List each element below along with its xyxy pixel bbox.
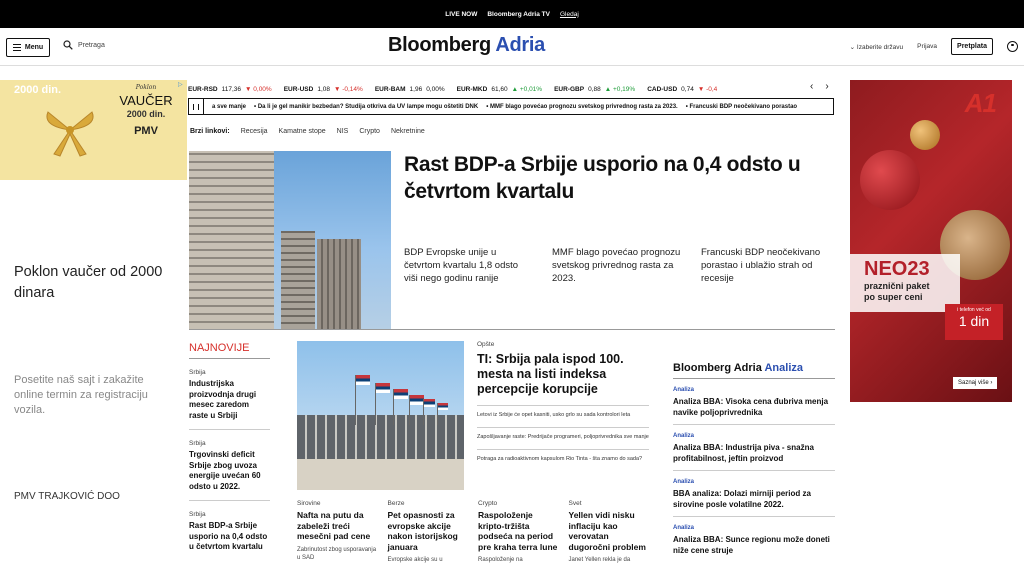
ad-voucher-label: VAUČER bbox=[119, 93, 173, 108]
ticker-value: 117,36 bbox=[221, 85, 242, 93]
news-strip-item[interactable]: • Francuski BDP neočekivano porastao bbox=[685, 103, 798, 110]
list-item[interactable] bbox=[189, 359, 270, 430]
hero-image[interactable] bbox=[189, 151, 391, 329]
featured-category: Opšte bbox=[477, 341, 495, 348]
analysis-tag: Analiza bbox=[673, 479, 695, 485]
site-header bbox=[0, 28, 1024, 66]
hamburger-icon bbox=[13, 44, 21, 51]
ad-description: Posetite naš sajt i zakažite online termin za registraciju vozila. bbox=[14, 374, 148, 416]
related-link[interactable]: Zapošljavanje raste: Predrijače programeri, poljoprivrednika sve manje bbox=[477, 427, 649, 441]
analysis-tag: Analiza bbox=[673, 433, 695, 439]
ad-left[interactable] bbox=[0, 80, 187, 578]
pause-icon[interactable] bbox=[189, 99, 204, 114]
ad-logo: A1 bbox=[964, 88, 996, 118]
hero-subnews[interactable]: MMF blago povećao prognozu svetskog privrednog rasta za 2023. bbox=[552, 247, 681, 284]
quick-link[interactable]: Crypto bbox=[359, 128, 380, 135]
badge-big: 1 din bbox=[958, 313, 990, 329]
divider bbox=[189, 329, 835, 330]
card-title[interactable]: Raspoloženje kripto-tržišta podseća na period pre kraha terra lune bbox=[478, 510, 558, 552]
ad-brand: PMV bbox=[134, 125, 158, 137]
ticker-change: 0,00% bbox=[426, 85, 445, 93]
market-ticker bbox=[188, 80, 834, 98]
ticker-change: ▼ -0,4 bbox=[697, 85, 718, 93]
analysis-accent: Analiza bbox=[764, 362, 803, 374]
ad-price-badge bbox=[945, 304, 1003, 340]
ad-voucher-card bbox=[108, 84, 184, 137]
news-strip bbox=[188, 98, 834, 115]
ad-price: 2000 din. bbox=[14, 84, 62, 96]
analysis-title[interactable]: Analiza BBA: Visoka cena đubriva menja navike poljoprivrednika bbox=[673, 397, 829, 417]
ticker-change: ▼ 0,00% bbox=[245, 85, 272, 93]
related-link[interactable]: Letovi iz Srbije će opet kasniti, usko grlo su sada kontrolori leta bbox=[477, 405, 649, 419]
ad-company: PMV TRAJKOVIĆ DOO bbox=[14, 491, 120, 502]
ad-info-icon[interactable]: ▷ bbox=[178, 82, 183, 88]
quick-link[interactable]: Nekretnine bbox=[390, 128, 425, 135]
article-card[interactable] bbox=[297, 500, 378, 564]
article-card[interactable] bbox=[569, 500, 650, 564]
list-item[interactable] bbox=[189, 430, 270, 501]
channel-name: Bloomberg Adria TV bbox=[487, 10, 550, 18]
analysis-section bbox=[673, 362, 835, 562]
item-category: Srbija bbox=[189, 440, 206, 447]
hero-subnews[interactable]: BDP Evropske unije u četvrtom kvartalu 1,8 odsto viši nego godinu ranije bbox=[404, 247, 519, 284]
ad-offer bbox=[850, 254, 960, 312]
ad-title: Poklon vaučer od 2000 dinara bbox=[14, 264, 163, 301]
card-title[interactable]: Nafta na putu da zabeleži treći mesečni pad cene bbox=[297, 510, 371, 541]
quick-links bbox=[190, 128, 425, 135]
ad-voucher-banner[interactable] bbox=[0, 80, 187, 180]
list-item[interactable] bbox=[189, 501, 270, 561]
ticker-change: ▼ -0,14% bbox=[333, 85, 363, 93]
ticker-symbol: EUR-RSD bbox=[188, 85, 218, 93]
related-link[interactable]: Potraga za radioaktivnom kapsulom Rio Tinta - šta znamo do sada? bbox=[477, 449, 649, 463]
news-strip-item[interactable]: • MMF blago povećao prognozu svetskog privrednog rasta za 2023. bbox=[486, 103, 678, 110]
ticker-change: ▲ +0,01% bbox=[511, 85, 543, 93]
menu-label: Menu bbox=[24, 44, 44, 51]
item-title[interactable]: Trgovinski deficit Srbije zbog uvoza energije uvećan 60 odsto u 2022. bbox=[189, 450, 261, 491]
ticker-change: ▲ +0,19% bbox=[604, 85, 636, 93]
card-category: Sirovine bbox=[297, 500, 321, 507]
ticker-value: 61,60 bbox=[491, 85, 508, 93]
quick-link[interactable]: NIS bbox=[336, 128, 349, 135]
news-strip-item[interactable]: a sve manje bbox=[212, 103, 247, 110]
badge-small: i telefon već od bbox=[957, 307, 991, 313]
card-title[interactable]: Pet opasnosti za evropske akcije nakon istorijskog januara bbox=[387, 510, 458, 552]
country-label: Izaberite državu bbox=[856, 43, 904, 51]
latest-header: NAJNOVIJE bbox=[189, 342, 270, 359]
gift-bow-icon bbox=[40, 102, 100, 158]
list-item[interactable] bbox=[673, 425, 835, 471]
quick-links-label: Brzi linkovi: bbox=[190, 128, 230, 135]
article-card[interactable] bbox=[388, 500, 469, 564]
logo-main: Bloomberg bbox=[388, 34, 491, 56]
ticker-item[interactable] bbox=[457, 86, 542, 93]
ad-amount: 2000 din. bbox=[126, 109, 166, 119]
chevron-left-icon[interactable]: ‹ bbox=[810, 81, 814, 92]
quick-link[interactable]: Kamatne stope bbox=[278, 128, 326, 135]
ticker-item[interactable] bbox=[284, 86, 363, 93]
ticker-item[interactable] bbox=[554, 86, 635, 93]
ad-offer-line: praznični paket bbox=[864, 281, 930, 291]
ticker-value: 0,74 bbox=[681, 85, 694, 93]
item-category: Srbija bbox=[189, 511, 206, 518]
card-snippet: Zabrinutost zbog usporavanja u SAD bbox=[297, 546, 377, 561]
article-card[interactable] bbox=[478, 500, 559, 564]
hero-headline[interactable]: Rast BDP-a Srbije usporio na 0,4 odsto u četvrtom kvartalu bbox=[404, 153, 801, 203]
list-item[interactable] bbox=[673, 471, 835, 517]
item-title[interactable]: Industrijska proizvodnja drugi mesec zaredom raste u Srbiji bbox=[189, 379, 257, 420]
search-link[interactable] bbox=[63, 40, 105, 50]
ticker-item[interactable] bbox=[188, 86, 272, 93]
ticker-value: 1,96 bbox=[409, 85, 423, 93]
user-icon[interactable] bbox=[1007, 41, 1018, 52]
ticker-symbol: EUR-GBP bbox=[554, 85, 585, 93]
card-category: Berze bbox=[387, 500, 405, 507]
ticker-value: 0,88 bbox=[588, 85, 601, 93]
card-snippet: Raspoloženje na bbox=[478, 557, 523, 563]
analysis-tag: Analiza bbox=[673, 387, 695, 393]
logo-accent: Adria bbox=[495, 34, 545, 56]
ticker-symbol: EUR-MKD bbox=[456, 85, 488, 93]
latest-news bbox=[189, 342, 270, 561]
ad-cta-button[interactable]: Saznaj više › bbox=[953, 377, 997, 389]
analysis-title[interactable]: Analiza BBA: Sunce regionu može doneti niže cene struje bbox=[673, 535, 830, 555]
search-label: Pretraga bbox=[78, 41, 105, 49]
ticker-value: 1,08 bbox=[317, 85, 330, 93]
item-title[interactable]: Rast BDP-a Srbije usporio na 0,4 odsto u četvrtom kvartalu bbox=[189, 521, 268, 551]
quick-link[interactable]: Recesija bbox=[240, 128, 268, 135]
analysis-header bbox=[673, 362, 835, 379]
ad-script: Poklon bbox=[135, 84, 157, 91]
search-icon bbox=[63, 40, 73, 50]
ticker-item[interactable] bbox=[375, 86, 445, 93]
featured-image[interactable] bbox=[297, 341, 464, 490]
ad-offer-title: NEO23 bbox=[864, 258, 930, 280]
top-bar bbox=[0, 0, 1024, 28]
analysis-title[interactable]: BBA analiza: Dolazi mirniji period za sirovine posle volatilne 2022. bbox=[673, 489, 811, 509]
analysis-title[interactable]: Analiza BBA: Industrija piva - snažna profitabilnost, jeftin proizvod bbox=[673, 443, 814, 463]
hero-subnews[interactable]: Francuski BDP neočekivano porastao i ublažio strah od recesije bbox=[701, 247, 821, 284]
card-snippet: Evropske akcije su u bbox=[387, 557, 443, 563]
login-link[interactable]: Prijava bbox=[917, 43, 938, 50]
live-label: LIVE NOW bbox=[445, 10, 478, 18]
card-title[interactable]: Yellen vidi nisku inflaciju kao verovatan dugoročni problem bbox=[568, 510, 646, 552]
ticker-symbol: EUR-BAM bbox=[374, 85, 406, 93]
list-item[interactable] bbox=[673, 379, 835, 425]
list-item[interactable] bbox=[673, 517, 835, 562]
watch-link[interactable]: Gledaj bbox=[559, 10, 579, 18]
news-strip-item[interactable]: • Da li je gel manikir bezbedan? Studija otkriva da UV lampe mogu oštetiti DNK bbox=[254, 103, 479, 110]
ticker-item[interactable] bbox=[647, 86, 717, 93]
header-actions bbox=[850, 38, 1018, 55]
featured-article bbox=[477, 341, 649, 463]
site-logo[interactable] bbox=[388, 34, 545, 57]
country-selector[interactable]: ⌄ Izaberite državu bbox=[849, 43, 904, 51]
ticker-symbol: EUR-USD bbox=[283, 85, 314, 93]
article-cards bbox=[297, 500, 649, 564]
ad-right[interactable] bbox=[850, 80, 1012, 402]
ad-offer-line: po super ceni bbox=[864, 292, 923, 302]
card-snippet: Janet Yellen rekla je da bbox=[568, 557, 631, 563]
ticker-symbol: CAD-USD bbox=[647, 85, 678, 93]
analysis-tag: Analiza bbox=[673, 525, 695, 531]
analysis-brand: Bloomberg Adria bbox=[673, 362, 762, 374]
featured-headline[interactable]: TI: Srbija pala ispod 100. mesta na listi indeksa percepcije korupcije bbox=[477, 352, 624, 396]
menu-button[interactable] bbox=[6, 38, 50, 57]
card-category: Crypto bbox=[478, 500, 498, 507]
subscribe-button[interactable]: Pretplata bbox=[951, 38, 993, 55]
item-category: Srbija bbox=[189, 369, 206, 376]
chevron-right-icon[interactable]: › bbox=[825, 81, 829, 92]
card-category: Svet bbox=[568, 500, 582, 507]
